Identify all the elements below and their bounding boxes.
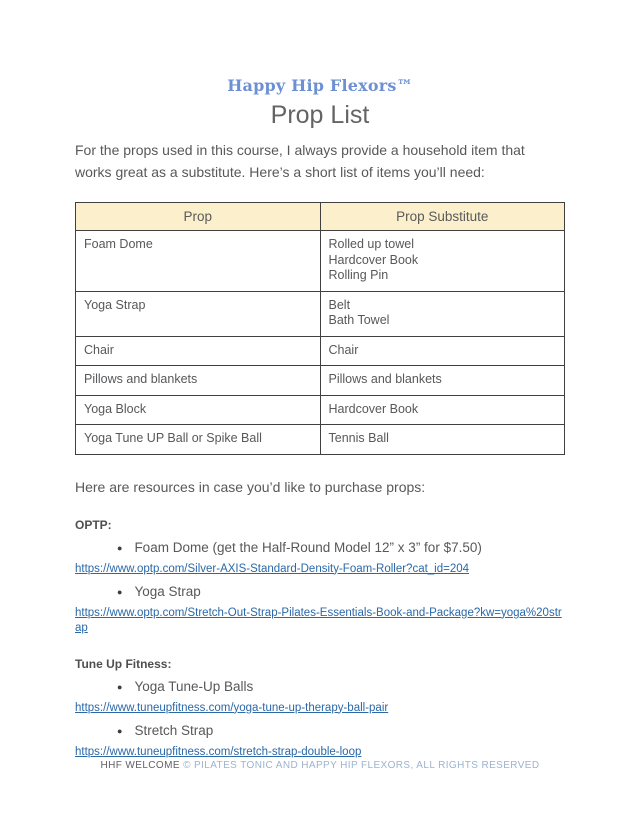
table-row	[76, 366, 565, 396]
resource-link[interactable]: https://www.tuneupfitness.com/stretch-strap-double-loop	[75, 745, 362, 758]
resource-link-row	[75, 745, 565, 760]
prop-cell: Yoga Strap	[76, 291, 321, 336]
substitute-cell	[320, 425, 565, 455]
resource-item-label: Yoga Strap	[134, 583, 201, 599]
column-header-substitute: Prop Substitute	[320, 203, 565, 231]
table-row	[76, 336, 565, 366]
resource-item	[75, 722, 565, 760]
prop-cell: Pillows and blankets	[76, 366, 321, 396]
resource-link-row	[75, 701, 565, 716]
prop-cell: Chair	[76, 336, 321, 366]
resource-item	[75, 678, 565, 716]
resource-section-heading: Tune Up Fitness:	[75, 656, 172, 671]
table-row	[76, 395, 565, 425]
prop-table	[75, 202, 565, 455]
resource-link-row	[75, 562, 565, 577]
prop-table-head	[76, 203, 565, 231]
resource-link[interactable]: https://www.optp.com/Stretch-Out-Strap-Pilates-Essentials-Book-and-Package?kw=yoga%20strap	[75, 606, 562, 634]
bullet-icon: ●	[117, 725, 123, 736]
bullet-item	[75, 678, 565, 697]
substitute-line: Bath Towel	[328, 313, 390, 327]
bullet-item	[75, 539, 565, 558]
substitute-line: Tennis Ball	[328, 431, 389, 445]
table-header-row	[76, 203, 565, 231]
substitute-cell	[320, 336, 565, 366]
bullet-item	[75, 583, 565, 602]
resource-item-label: Foam Dome (get the Half-Round Model 12” x 3” for $7.50)	[134, 539, 482, 555]
intro-paragraph: For the props used in this course, I always provide a household item that works great as a substitute. Here’s a short list of items you’ll need:	[75, 142, 525, 180]
resource-section	[75, 657, 565, 760]
resource-item	[75, 583, 565, 636]
resource-link[interactable]: https://www.optp.com/Silver-AXIS-Standard-Density-Foam-Roller?cat_id=204	[75, 562, 470, 575]
prop-table-body	[76, 231, 565, 455]
brand-title: Happy Hip Flexors™	[227, 76, 413, 95]
substitute-line: Rolled up towel	[328, 237, 414, 251]
substitute-line: Pillows and blankets	[328, 372, 442, 386]
substitute-cell	[320, 231, 565, 292]
resource-section	[75, 518, 565, 636]
resource-item	[75, 539, 565, 577]
page-title: Prop List	[270, 101, 370, 129]
table-row	[76, 425, 565, 455]
resource-section-heading: OPTP:	[75, 517, 112, 532]
resource-item-label: Stretch Strap	[134, 722, 214, 738]
resource-link[interactable]: https://www.tuneupfitness.com/yoga-tune-up-therapy-ball-pair	[75, 701, 389, 714]
resource-sections	[75, 518, 565, 760]
column-header-prop: Prop	[76, 203, 321, 231]
page-footer	[0, 760, 640, 771]
substitute-line: Hardcover Book	[328, 401, 419, 416]
table-row	[76, 231, 565, 292]
substitute-cell	[320, 395, 565, 425]
prop-cell: Foam Dome	[76, 231, 321, 292]
copyright-text: © PILATES TONIC AND HAPPY HIP FLEXORS, ALL RIGHTS RESERVED	[183, 760, 540, 771]
substitute-cell	[320, 366, 565, 396]
bullet-icon: ●	[117, 681, 123, 692]
resources-intro: Here are resources in case you’d like to purchase props:	[75, 478, 426, 495]
resource-item-label: Yoga Tune-Up Balls	[134, 678, 254, 694]
substitute-line: Rolling Pin	[328, 268, 389, 282]
bullet-icon: ●	[117, 542, 123, 553]
bullet-item	[75, 722, 565, 741]
substitute-line: Chair	[328, 342, 359, 357]
substitute-line: Belt	[328, 297, 351, 312]
prop-cell: Yoga Block	[76, 395, 321, 425]
footer-text: HHF WELCOME	[100, 760, 184, 771]
substitute-cell	[320, 291, 565, 336]
bullet-icon: ●	[117, 586, 123, 597]
resource-link-row	[75, 606, 565, 636]
table-row	[76, 291, 565, 336]
substitute-line: Hardcover Book	[328, 252, 419, 267]
prop-cell: Yoga Tune UP Ball or Spike Ball	[76, 425, 321, 455]
